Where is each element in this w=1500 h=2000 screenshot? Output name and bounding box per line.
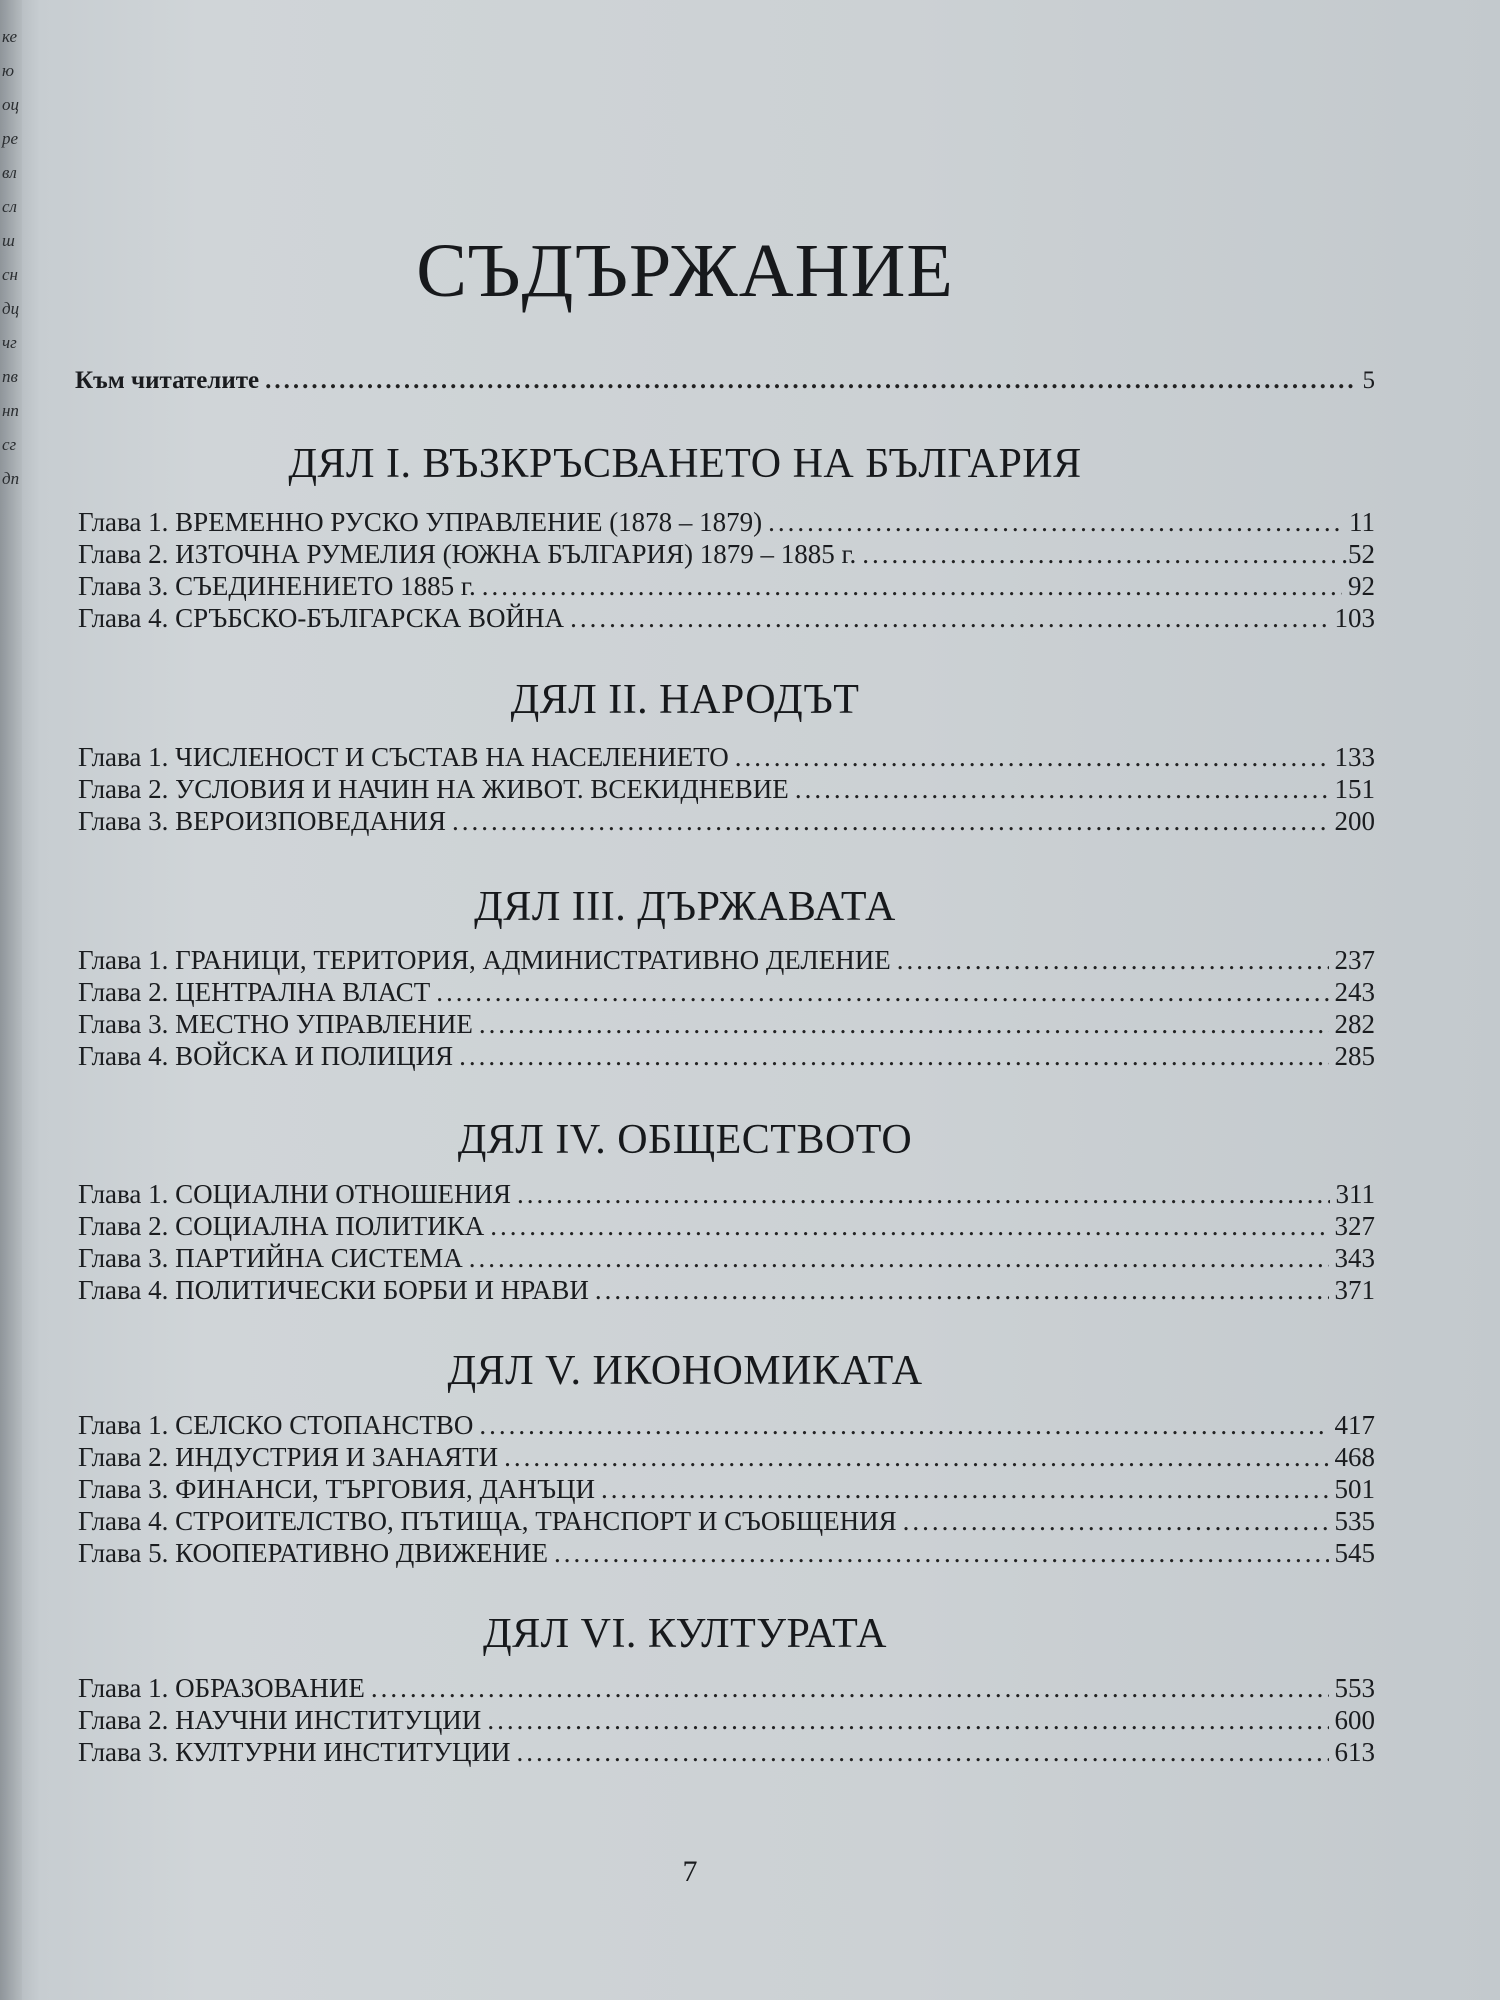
- chapter-title: СТРОИТЕЛСТВО, ПЪТИЩА, ТРАНСПОРТ И СЪОБЩЕНИЯ: [175, 1506, 897, 1536]
- chapter-entry: [78, 1210, 1375, 1242]
- dot-leader: [862, 538, 1335, 570]
- chapter-page-number: 327: [1334, 1211, 1375, 1241]
- part-title: ДЯЛ VI. КУЛТУРАТА: [482, 1611, 888, 1657]
- chapter-entry: [78, 1178, 1375, 1210]
- chapter-prefix: Глава 4.: [78, 603, 169, 633]
- chapter-page-number: 613: [1334, 1737, 1375, 1767]
- chapter-title: ВРЕМЕННО РУСКО УПРАВЛЕНИЕ (1878 – 1879): [175, 507, 763, 537]
- chapter-page-number: 237: [1334, 945, 1375, 975]
- chapter-page-number: 371: [1334, 1275, 1375, 1305]
- chapter-title: СРЪБСКО-БЪЛГАРСКА ВОЙНА: [175, 603, 565, 633]
- part-title: ДЯЛ I. ВЪЗКРЪСВАНЕТО НА БЪЛГАРИЯ: [288, 441, 1082, 487]
- dot-leader: [469, 1242, 1329, 1274]
- chapter-entry: [78, 1441, 1375, 1473]
- chapter-entry: [78, 506, 1375, 538]
- chapter-entry: [78, 1505, 1375, 1537]
- chapter-prefix: Глава 2.: [78, 1705, 169, 1735]
- intro-entry: [75, 365, 1375, 397]
- chapter-title: ИЗТОЧНА РУМЕЛИЯ (ЮЖНА БЪЛГАРИЯ) 1879 – 1885 г.: [175, 539, 857, 569]
- chapter-page-number: 282: [1334, 1009, 1375, 1039]
- chapter-prefix: Глава 3.: [78, 806, 169, 836]
- chapter-prefix: Глава 1.: [78, 742, 169, 772]
- page-title: СЪДЪРЖАНИЕ: [416, 229, 954, 313]
- dot-leader: [768, 506, 1343, 538]
- chapter-prefix: Глава 2.: [78, 539, 169, 569]
- dot-leader: [479, 1409, 1328, 1441]
- chapter-entry: [78, 1537, 1375, 1569]
- chapter-title: ГРАНИЦИ, ТЕРИТОРИЯ, АДМИНИСТРАТИВНО ДЕЛЕНИЕ: [175, 945, 891, 975]
- dot-leader: [487, 1704, 1328, 1736]
- chapter-entry: [78, 602, 1375, 634]
- dot-leader: [903, 1505, 1329, 1537]
- chapter-title: СЪЕДИНЕНИЕТО 1885 г.: [175, 571, 476, 601]
- chapter-title: МЕСТНО УПРАВЛЕНИЕ: [175, 1009, 473, 1039]
- dot-leader: [490, 1210, 1328, 1242]
- part-chapters: [78, 1178, 1375, 1306]
- chapter-prefix: Глава 3.: [78, 1243, 169, 1273]
- dot-leader: [601, 1473, 1328, 1505]
- chapter-prefix: Глава 3.: [78, 1474, 169, 1504]
- intro-page-number: 5: [1362, 367, 1375, 394]
- chapter-page-number: 92: [1348, 571, 1375, 601]
- chapter-page-number: 600: [1334, 1705, 1375, 1735]
- part-title: ДЯЛ IV. ОБЩЕСТВОТО: [457, 1117, 913, 1163]
- chapter-prefix: Глава 3.: [78, 571, 169, 601]
- dot-leader: [517, 1736, 1329, 1768]
- chapter-title: ПОЛИТИЧЕСКИ БОРБИ И НРАВИ: [175, 1275, 589, 1305]
- part-chapters: [78, 741, 1375, 837]
- previous-page-edge-text: кеюоцревлслшсн дцчгпвнпсгдп: [2, 27, 20, 488]
- chapter-prefix: Глава 1.: [78, 945, 169, 975]
- chapter-entry: [78, 570, 1375, 602]
- part-chapters: [78, 1672, 1375, 1768]
- chapter-title: ОБРАЗОВАНИЕ: [175, 1673, 365, 1703]
- chapter-title: КООПЕРАТИВНО ДВИЖЕНИЕ: [175, 1538, 549, 1568]
- chapter-page-number: .52: [1341, 539, 1375, 569]
- chapter-prefix: Глава 4.: [78, 1275, 169, 1305]
- part-title: ДЯЛ V. ИКОНОМИКАТА: [447, 1348, 923, 1394]
- chapter-title: ВОЙСКА И ПОЛИЦИЯ: [175, 1041, 454, 1071]
- chapter-prefix: Глава 4.: [78, 1041, 169, 1071]
- dot-leader: [735, 741, 1329, 773]
- chapter-page-number: 501: [1334, 1474, 1375, 1504]
- dot-leader: [436, 976, 1328, 1008]
- chapter-prefix: Глава 1.: [78, 1410, 169, 1440]
- chapter-title: ВЕРОИЗПОВЕДАНИЯ: [175, 806, 446, 836]
- chapter-title: НАУЧНИ ИНСТИТУЦИИ: [175, 1705, 482, 1735]
- dot-leader: [371, 1672, 1329, 1704]
- chapter-page-number: 243: [1334, 977, 1375, 1007]
- chapter-prefix: Глава 3.: [78, 1737, 169, 1767]
- dot-leader: [479, 1008, 1329, 1040]
- dot-leader: [517, 1178, 1330, 1210]
- chapter-title: ИНДУСТРИЯ И ЗАНАЯТИ: [175, 1442, 499, 1472]
- chapter-title: ЧИСЛЕНОСТ И СЪСТАВ НА НАСЕЛЕНИЕТО: [175, 742, 729, 772]
- chapter-page-number: 535: [1334, 1506, 1375, 1536]
- chapter-page-number: 200: [1334, 806, 1375, 836]
- chapter-entry: [78, 1242, 1375, 1274]
- intro-label: Към читателите: [75, 367, 260, 394]
- chapter-prefix: Глава 5.: [78, 1538, 169, 1568]
- chapter-page-number: 417: [1334, 1410, 1375, 1440]
- chapter-page-number: 545: [1334, 1538, 1375, 1568]
- part-chapters: [78, 944, 1375, 1072]
- dot-leader: [482, 570, 1342, 602]
- dot-leader: [795, 773, 1329, 805]
- dot-leader: [265, 365, 1356, 397]
- part-chapters: [78, 506, 1375, 634]
- chapter-title: КУЛТУРНИ ИНСТИТУЦИИ: [175, 1737, 511, 1767]
- dot-leader: [452, 805, 1329, 837]
- chapter-prefix: Глава 2.: [78, 1442, 169, 1472]
- chapter-page-number: 285: [1334, 1041, 1375, 1071]
- chapter-title: ЦЕНТРАЛНА ВЛАСТ: [175, 977, 431, 1007]
- chapter-entry: [78, 976, 1375, 1008]
- chapter-entry: [78, 1409, 1375, 1441]
- chapter-prefix: Глава 1.: [78, 1179, 169, 1209]
- chapter-prefix: Глава 1.: [78, 507, 169, 537]
- chapter-prefix: Глава 2.: [78, 774, 169, 804]
- chapter-page-number: 103: [1334, 603, 1375, 633]
- dot-leader: [897, 944, 1329, 976]
- chapter-prefix: Глава 4.: [78, 1506, 169, 1536]
- chapter-title: СОЦИАЛНИ ОТНОШЕНИЯ: [175, 1179, 511, 1209]
- chapter-page-number: 311: [1335, 1179, 1375, 1209]
- chapter-entry: [78, 1704, 1375, 1736]
- dot-leader: [504, 1441, 1328, 1473]
- part-title: ДЯЛ III. ДЪРЖАВАТА: [474, 884, 896, 930]
- chapter-prefix: Глава 2.: [78, 1211, 169, 1241]
- chapter-prefix: Глава 3.: [78, 1009, 169, 1039]
- page-number: 7: [682, 1855, 698, 1888]
- dot-leader: [570, 602, 1328, 634]
- chapter-title: ПАРТИЙНА СИСТЕМА: [175, 1243, 463, 1273]
- chapter-entry: [78, 1008, 1375, 1040]
- chapter-title: СЕЛСКО СТОПАНСТВО: [175, 1410, 474, 1440]
- part-title: ДЯЛ II. НАРОДЪТ: [510, 677, 860, 723]
- chapter-entry: [78, 538, 1375, 570]
- chapter-page-number: 11: [1349, 507, 1375, 537]
- chapter-page-number: 553: [1334, 1673, 1375, 1703]
- chapter-entry: [78, 741, 1375, 773]
- dot-leader: [554, 1537, 1328, 1569]
- chapter-prefix: Глава 2.: [78, 977, 169, 1007]
- chapter-page-number: 151: [1334, 774, 1375, 804]
- chapter-entry: [78, 773, 1375, 805]
- chapter-page-number: 133: [1334, 742, 1375, 772]
- chapter-title: ФИНАНСИ, ТЪРГОВИЯ, ДАНЪЦИ: [175, 1474, 596, 1504]
- part-chapters: [78, 1409, 1375, 1569]
- chapter-page-number: 468: [1334, 1442, 1375, 1472]
- chapter-entry: [78, 1040, 1375, 1072]
- chapter-page-number: 343: [1334, 1243, 1375, 1273]
- chapter-entry: [78, 1672, 1375, 1704]
- chapter-title: СОЦИАЛНА ПОЛИТИКА: [175, 1211, 485, 1241]
- chapter-entry: [78, 805, 1375, 837]
- chapter-entry: [78, 1736, 1375, 1768]
- chapter-prefix: Глава 1.: [78, 1673, 169, 1703]
- dot-leader: [459, 1040, 1328, 1072]
- chapter-entry: [78, 1274, 1375, 1306]
- chapter-entry: [78, 944, 1375, 976]
- chapter-entry: [78, 1473, 1375, 1505]
- chapter-title: УСЛОВИЯ И НАЧИН НА ЖИВОТ. ВСЕКИДНЕВИЕ: [175, 774, 789, 804]
- dot-leader: [595, 1274, 1329, 1306]
